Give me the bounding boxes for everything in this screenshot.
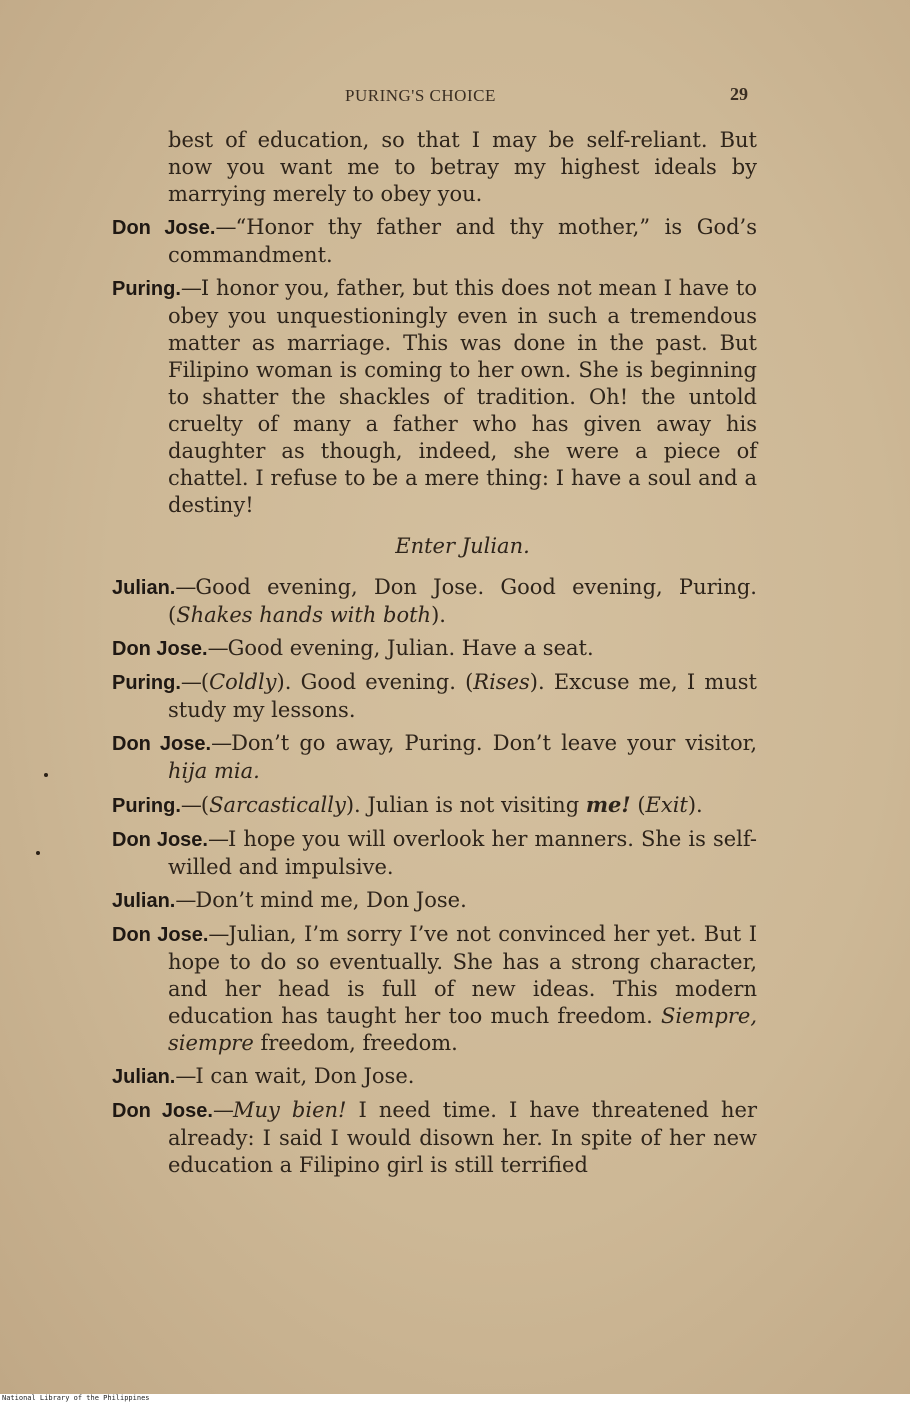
running-title: PURING'S CHOICE [345,86,496,105]
dialogue-text: Don’t mind me, Don Jose. [195,888,467,912]
dialogue-line: Puring.—I honor you, father, but this does not mean I have to obey you unquestioningly even in such a tremendous matter as marriage. This was done in the past. But Filipino woman is coming to her own. She is beginning to shatter the shackles of tradition. Oh! the untold cruelty of many a father who has given away his daughter as though, indeed, she were a piece of chattel. I refuse to be a mere thing: I have a soul and a destiny! [112,276,757,517]
speaker-name: Don Jose. [112,924,209,946]
speaker-name: Julian. [112,890,176,912]
dialogue-text: I can wait, Don Jose. [195,1064,415,1088]
dialogue-line: Don Jose.—I hope you will overlook her manners. She is self-willed and impulsive. [112,827,757,879]
scan-credit: National Library of the Philippines [0,1394,910,1403]
dialogue-line: Julian.—I can wait, Don Jose. [112,1064,415,1088]
dialogue-text: Good evening, Julian. Have a seat. [227,636,594,660]
dialogue-line: Julian.—Good evening, Don Jose. Good evening, Puring. (Shakes hands with both). [112,575,757,627]
dialogue-text: Julian is not visiting [367,793,580,817]
speaker-name: Julian. [112,1066,176,1088]
dialogue-text: “Honor thy father and thy mother,” is God’s commandment. [168,215,758,267]
body-text [112,127,757,1185]
margin-speck [44,773,48,777]
paragraph-text: best of education, so that I may be self-reliant. But now you want me to betray my highest ideals by marrying merely to obey you. [168,128,757,206]
dialogue-line: Puring.—(Coldly). Good evening. (Rises). Excuse me, I must study my lessons. [112,670,757,722]
speaker-name: Don Jose. [112,829,208,851]
paragraph [112,127,757,208]
stage-direction: Enter Julian. [395,534,530,558]
dialogue-line: Don Jose.—“Honor thy father and thy mother,” is God’s commandment. [112,215,758,267]
page-number: 29 [730,84,748,104]
page-header [0,84,910,108]
speaker-name: Puring. [112,278,181,300]
dialogue-line: Puring.—(Sarcastically). Julian is not visiting me! (Exit). [112,792,703,817]
stage-direction-inline: Coldly [209,670,277,694]
margin-speck [36,851,40,855]
dialogue-text: Excuse me, I must study my lessons. [168,670,757,722]
dialogue-text: I need time. I have threatened her already: I said I would disown her. In spite of her new education a Filipino girl is still terrified [168,1098,757,1177]
dialogue-line: Don Jose.—Good evening, Julian. Have a seat. [112,636,594,660]
stage-direction-inline: Rises [473,670,530,694]
dialogue-text: Good evening. [300,670,456,694]
speaker-name: Don Jose. [112,217,216,239]
dialogue-text: freedom, freedom. [260,1031,458,1055]
speaker-name: Don Jose. [112,638,208,660]
speaker-name: Puring. [112,672,181,694]
italic-phrase: me! [585,792,631,817]
dialogue-text: Don’t go away, Puring. Don’t leave your visitor, [231,731,757,755]
speaker-name: Don Jose. [112,1100,213,1122]
stage-direction-inline: Shakes hands with both [176,603,432,627]
italic-phrase: hija mia. [168,759,260,783]
speaker-name: Julian. [112,577,176,599]
dialogue-text: Good evening, Don Jose. Good evening, Puring. [195,575,757,599]
dialogue-text: I honor you, father, but this does not mean I have to obey you unquestioningly even in such a tremendous matter as marriage. This was done in the past. But Filipino woman is coming to her own. She is beginning to shatter the shackles of tradition. Oh! the untold cruelty of many a father who has given away his daughter as though, indeed, she were a piece of chattel. I refuse to be a mere thing: I have a soul and a destiny! [168,276,757,517]
stage-direction-inline: Sarcastically [209,793,346,817]
stage-direction-inline: Exit [645,793,688,817]
dialogue-line: Julian.—Don’t mind me, Don Jose. [112,888,467,912]
dialogue-line: Don Jose.—Julian, I’m sorry I’ve not convinced her yet. But I hope to do so eventually. She has a strong character, and her head is full of new ideas. This modern education has taught her too much freedom. Siempre, siempre freedom, freedom. [112,922,758,1055]
italic-phrase: Muy bien! [232,1098,347,1122]
dialogue-text: Julian, I’m sorry I’ve not convinced her yet. But I hope to do so eventually. She has a strong character, and her head is full of new ideas. This modern education has taught her too much freedom. [168,922,758,1028]
italic-phrase: Siempre, siempre [168,1004,757,1055]
dialogue-line: Don Jose.—Don’t go away, Puring. Don’t leave your visitor, hija mia. [112,731,757,783]
dialogue-text: I hope you will overlook her manners. She is self-willed and impulsive. [168,827,757,879]
dialogue-line: Don Jose.—Muy bien! I need time. I have threatened her already: I said I would disown her. In spite of her new education a Filipino girl is still terrified [112,1098,757,1177]
speaker-name: Puring. [112,795,181,817]
speaker-name: Don Jose. [112,733,212,755]
